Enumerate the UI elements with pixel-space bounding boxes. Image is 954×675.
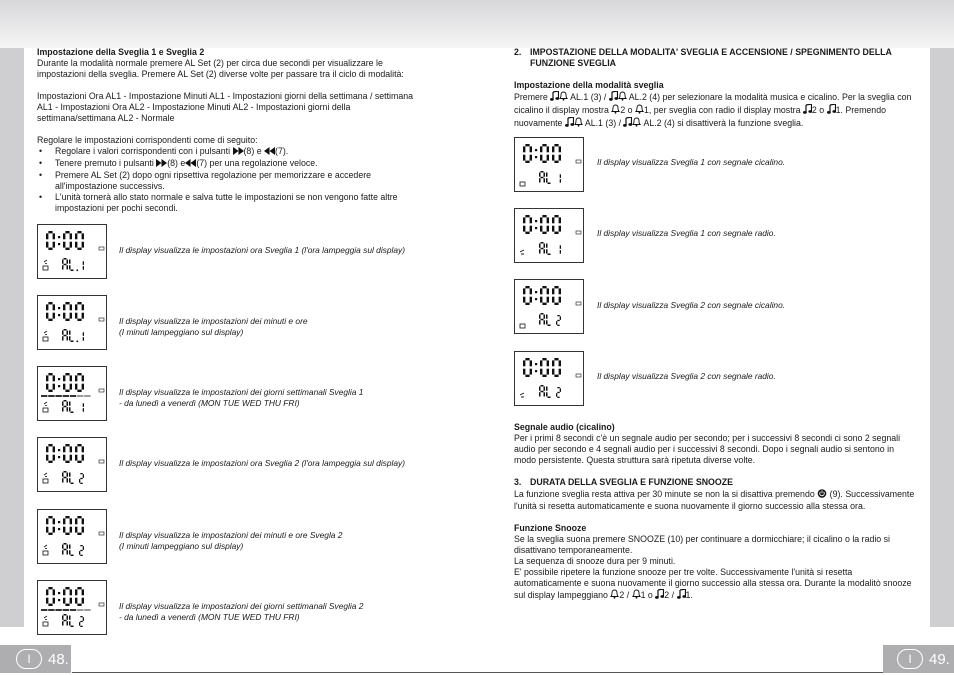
display-caption: Il display visualizza Sveglia 1 con segnale cicalino. [597,157,786,167]
left-intro-text [37,47,423,214]
list-item: • Regolare i valori corrispondenti con i pulsanti (8) e (7). [55,146,423,158]
bell-icon [574,117,583,130]
lcd-digits [523,286,561,326]
lcd-digits [46,516,84,556]
lcd-digits [46,587,84,627]
paragraph: Durante la modalità normale premere AL Set (2) per circa due secondi per visualizzare le impostazioni della sveglia. Premere AL Set (2) diverse volte per passare tra il ciclo di modalità: [37,58,404,79]
lcd-display [514,137,584,192]
paragraph: Se la sveglia suona premere SNOOZE (10) per continuare a dormicchiare; il cicalino o la radio si disattivano temporaneamente. [514,534,890,555]
lcd-graphic [38,510,106,563]
paragraph: Impostazioni Ora AL1 - Impostazione Minuti AL1 - Impostazioni giorni della settimana / settimana AL1 - Impostazioni Ora AL2 - Impostazione Minuti AL2 - Impostazioni giorni della settimana/settimana AL2 - Normale [37,91,414,123]
bell-icon [610,589,619,602]
footer-rule [72,672,884,673]
lcd-display [37,437,107,492]
lcd-digits [46,444,84,484]
lcd-digits [46,302,84,342]
paragraph: La sequenza di snooze dura per 9 minuti. [514,556,676,566]
list-item: • Premere AL Set (2) dopo ogni ripsettiva regolazione per memorizzare e accedere all'impostazione successivs. [55,170,423,192]
music-note-icon [827,104,836,117]
rewind-icon [185,159,196,170]
display-caption: Il display visualizza le impostazioni dei giorni settimanali Sveglia 1 - da lunedì a venerdì (MON TUE WED THU FRI) [119,387,364,408]
paragraph: Regolare le impostazioni corrispondenti come di seguito: [37,135,258,145]
lcd-digits [46,373,84,413]
language-badge: I [16,649,42,669]
display-caption: Il display visualizza Sveglia 1 con segnale radio. [597,228,776,238]
paragraph: Premere AL.1 (3) / AL.2 (4) per selezionare la modalità musica e cicalino. Per la sveglia con cicalino il display mostra 2 o 1, per sveglia con radio il display mostra 2 o 1. Premendo nuovamente AL.1 (3) / AL.2 (4) si disattiverà la funzione sveglia. [514,92,912,128]
section-heading: 3. DURATA DELLA SVEGLIA E FUNZIONE SNOOZE [514,477,733,487]
paragraph: La funzione sveglia resta attiva per 30 minute se non la si disattiva premendo (9). Successivamente l'unità si resetta automaticamente e suona nuovamente il giorno successio alla stessa ora. [514,489,915,511]
bullet-list [37,146,423,214]
display-caption: Il display visualizza Sveglia 2 con segnale radio. [597,371,776,381]
lcd-display [37,366,107,421]
display-caption: Il display visualizza le impostazioni dei minuti e ore Svegla 2 (I minuti lampeggiano sul display) [119,530,343,551]
bell-icon [618,91,627,104]
right-margin-strip [930,48,954,627]
lcd-graphic [38,296,106,349]
display-caption: Il display visualizza le impostazioni dei minuti e ore (I minuti lampeggiano sul display) [119,316,308,337]
lcd-graphic [38,225,106,278]
lcd-display [514,208,584,263]
subheading: Funzione Snooze [514,523,587,533]
lcd-graphic [515,138,583,191]
lcd-digits [523,358,561,398]
subheading: Impostazione della modalità sveglia [514,80,664,90]
lcd-display [514,351,584,406]
left-margin-strip [0,48,24,627]
language-badge: I [897,649,923,669]
music-note-icon [655,589,664,602]
paragraph: E' possibile ripetere la funzione snooze per tre volte. Successivamente l'unità si resetta automaticamente e suona nuovamente il giorno successio alla stessa ora. Durante la modalitò snooze sul display lampeggiano 2 / 1 o 2 / 1. [514,567,912,600]
display-caption: Il display visualizza le impostazioni ora Sveglia 1 (l'ora lampeggia sul display) [119,245,406,255]
lcd-graphic [515,352,583,405]
lcd-graphic [515,280,583,333]
section-heading: 2. IMPOSTAZIONE DELLA MODALITA' SVEGLIA E ACCENSIONE / SPEGNIMENTO DELLA FUNZIONE SVEGLIA [514,47,892,68]
page-number-right [883,645,954,673]
bell-icon [559,91,568,104]
page-number-left [0,645,71,673]
music-note-icon [677,589,686,602]
lcd-digits [46,231,84,271]
page-number: 48. [48,650,69,668]
fast-forward-icon [233,147,244,158]
display-caption: Il display visualizza Sveglia 2 con segnale cicalino. [597,300,786,310]
music-note-icon [550,91,559,104]
bell-icon [632,589,641,602]
music-note-icon [609,91,618,104]
music-note-icon [803,104,812,117]
rewind-icon [264,147,275,158]
subheading: Segnale audio (cicalino) [514,422,615,432]
lcd-digits [523,215,561,255]
lcd-graphic [38,581,106,634]
display-caption: Il display visualizza le impostazioni ora Sveglia 2 (l'ora lampeggia sul display) [119,458,406,468]
lcd-graphic [38,367,106,420]
bell-icon [632,117,641,130]
lcd-digits [523,144,561,184]
list-item: • Tenere premuto i pulsanti (8) e (7) per una regolazione veloce. [55,158,423,170]
list-item: • L'unità tornerà allo stato normale e salva tutte le impostazioni se non vengono fatte altre impostazioni per pochi secondi. [55,192,423,214]
lcd-display [37,580,107,635]
top-gradient-band [0,0,954,48]
fast-forward-icon [156,159,167,170]
lcd-display [37,509,107,564]
right-section-3 [514,422,916,602]
lcd-display [514,279,584,334]
bell-icon [611,104,620,117]
lcd-graphic [515,209,583,262]
paragraph: Per i primi 8 secondi c'è un segnale audio per secondo; per i successivi 8 secondi ci sono 2 segnali audio per secondo e 4 segnali audio per i successivi 8 secondi. Dopo i segnali audio si sentono in modo persistente. Questa struttura sarà ripetuta diverse volte. [514,433,901,465]
lcd-display [37,295,107,350]
right-section-2 [514,47,916,130]
music-note-icon [623,117,632,130]
music-note-icon [565,117,574,130]
display-caption: Il display visualizza le impostazioni dei giorni settimanali Sveglia 2 - da lunedì a venerdì (MON TUE WED THU FRI) [119,601,364,622]
section-heading: Impostazione della Sveglia 1 e Sveglia 2 [37,47,205,57]
page-number: 49. [929,650,950,668]
power-button-icon [817,488,827,501]
bell-icon [635,104,644,117]
lcd-display [37,224,107,279]
lcd-graphic [38,438,106,491]
